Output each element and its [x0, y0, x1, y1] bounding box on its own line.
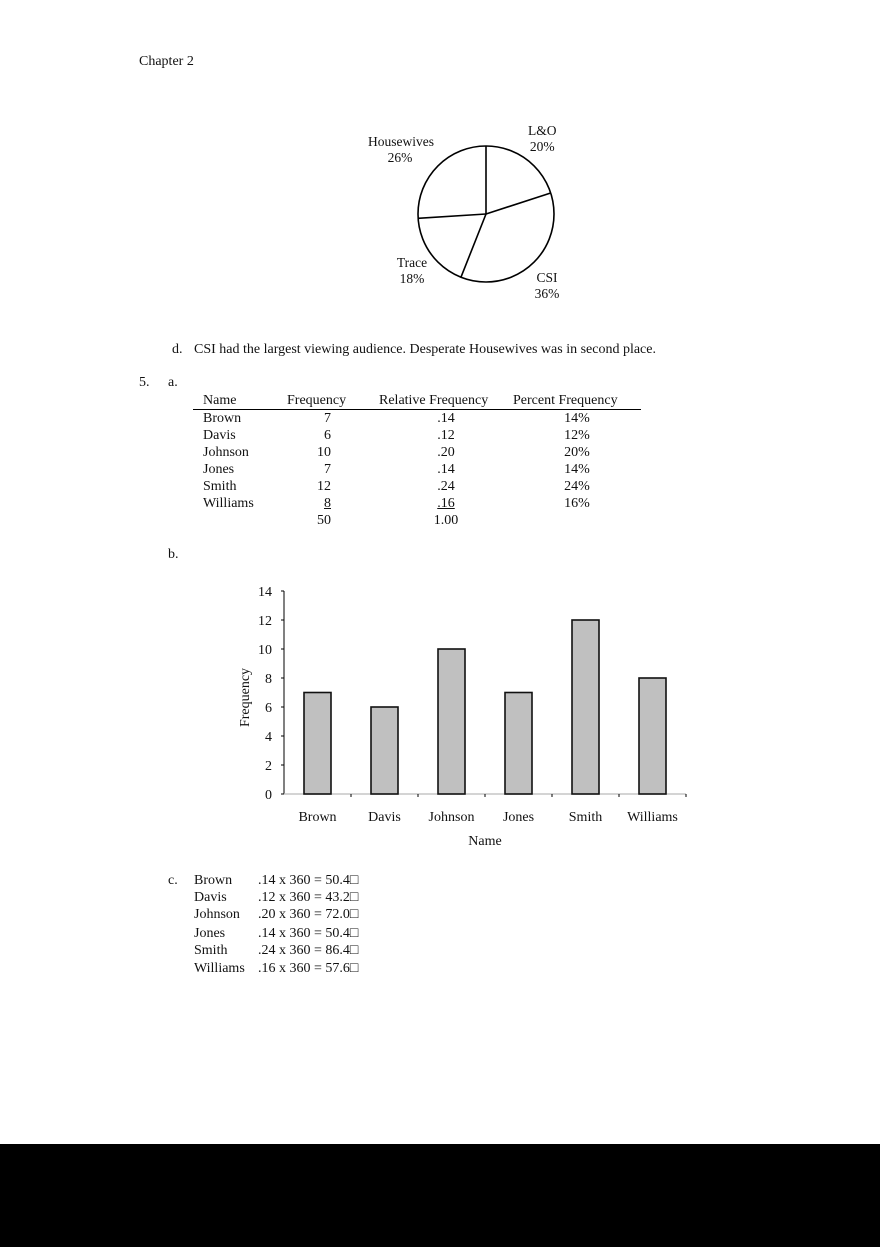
- pie-label-csi: CSI 36%: [534, 270, 560, 301]
- calc-expression: .16 x 360 = 57.6□: [258, 961, 359, 976]
- calc-name: Smith: [194, 943, 228, 958]
- x-category-label: Davis: [368, 810, 401, 825]
- bar-jones: [505, 693, 532, 795]
- part-c-marker: c.: [168, 873, 178, 888]
- calc-expression: .24 x 360 = 86.4□: [258, 943, 359, 958]
- frequency-table: [193, 393, 641, 529]
- table-row: [193, 495, 641, 512]
- cell-percent-frequency: 24%: [564, 479, 590, 494]
- cell-frequency: 7: [324, 462, 331, 477]
- bar-brown: [304, 693, 331, 795]
- cell-frequency: 7: [324, 411, 331, 426]
- cell-name: Davis: [203, 428, 236, 443]
- y-tick-label: 10: [258, 643, 272, 658]
- table-total-row: [193, 512, 641, 529]
- cell-percent-frequency: 16%: [564, 496, 590, 511]
- part-d-marker: d.: [172, 342, 183, 357]
- bar-chart: [230, 578, 700, 858]
- bar-williams: [639, 678, 666, 794]
- table-row: [193, 478, 641, 495]
- part-a-marker: a.: [168, 375, 178, 390]
- pie-label-trace: Trace 18%: [396, 255, 428, 286]
- cell-relative-frequency: .14: [437, 462, 455, 477]
- cell-frequency: 6: [324, 428, 331, 443]
- bottom-black-bar: [0, 1144, 880, 1247]
- y-tick-label: 8: [265, 672, 272, 687]
- part-d-text: CSI had the largest viewing audience. Desperate Housewives was in second place.: [194, 342, 656, 357]
- calc-expression: .14 x 360 = 50.4□: [258, 873, 359, 888]
- bar-johnson: [438, 649, 465, 794]
- cell-relative-frequency: .16: [437, 496, 455, 511]
- y-tick-label: 0: [265, 788, 272, 803]
- cell-name: Williams: [203, 496, 254, 511]
- x-category-label: Brown: [298, 810, 337, 825]
- x-category-label: Williams: [627, 810, 678, 825]
- part-b-marker: b.: [168, 547, 179, 562]
- cell-relative-frequency: .12: [437, 428, 455, 443]
- y-tick-label: 6: [265, 701, 272, 716]
- x-category-label: Jones: [502, 810, 535, 825]
- x-category-label: Smith: [568, 810, 603, 825]
- total-frequency: 50: [317, 513, 331, 528]
- y-tick-label: 14: [258, 585, 272, 600]
- calc-name: Johnson: [194, 907, 240, 922]
- cell-percent-frequency: 14%: [564, 411, 590, 426]
- cell-percent-frequency: 12%: [564, 428, 590, 443]
- calc-expression: .12 x 360 = 43.2□: [258, 890, 359, 905]
- calc-name: Williams: [194, 961, 245, 976]
- pie-label-lo: L&O 20%: [528, 123, 557, 154]
- calc-name: Jones: [194, 926, 226, 941]
- cell-name: Brown: [203, 411, 242, 426]
- y-tick-label: 2: [265, 759, 272, 774]
- cell-frequency: 10: [317, 445, 331, 460]
- cell-percent-frequency: 20%: [564, 445, 590, 460]
- cell-name: Jones: [203, 462, 235, 477]
- x-category-label: Johnson: [428, 810, 475, 825]
- table-row: [193, 427, 641, 444]
- cell-relative-frequency: .24: [437, 479, 455, 494]
- bar-smith: [572, 620, 599, 794]
- header-relative-frequency: Relative Frequency: [379, 393, 513, 410]
- table-header-row: [193, 393, 641, 410]
- cell-percent-frequency: 14%: [564, 462, 590, 477]
- bar-chart-svg: [230, 578, 700, 858]
- y-axis-title: Frequency: [238, 667, 253, 728]
- y-tick-label: 12: [258, 614, 272, 629]
- question-number: 5.: [139, 375, 150, 390]
- cell-relative-frequency: .20: [437, 445, 455, 460]
- calc-expression: .20 x 360 = 72.0□: [258, 907, 359, 922]
- cell-name: Smith: [203, 479, 237, 494]
- table-row: [193, 461, 641, 478]
- header-frequency: Frequency: [287, 393, 379, 410]
- y-tick-label: 4: [265, 730, 272, 745]
- cell-name: Johnson: [203, 445, 249, 460]
- pie-label-housewives: Housewives 26%: [368, 134, 434, 165]
- cell-frequency: 8: [324, 496, 331, 511]
- header-name: Name: [193, 393, 287, 410]
- x-axis-title: Name: [468, 834, 502, 849]
- calc-expression: .14 x 360 = 50.4□: [258, 926, 359, 941]
- calc-name: Davis: [194, 890, 227, 905]
- table-row: [193, 444, 641, 461]
- bar-davis: [371, 707, 398, 794]
- total-relative-frequency: 1.00: [433, 513, 459, 528]
- cell-relative-frequency: .14: [437, 411, 455, 426]
- cell-frequency: 12: [317, 479, 331, 494]
- chapter-heading: Chapter 2: [139, 54, 194, 69]
- table-row: [193, 410, 641, 428]
- header-percent-frequency: Percent Frequency: [513, 393, 641, 410]
- calc-name: Brown: [194, 873, 233, 888]
